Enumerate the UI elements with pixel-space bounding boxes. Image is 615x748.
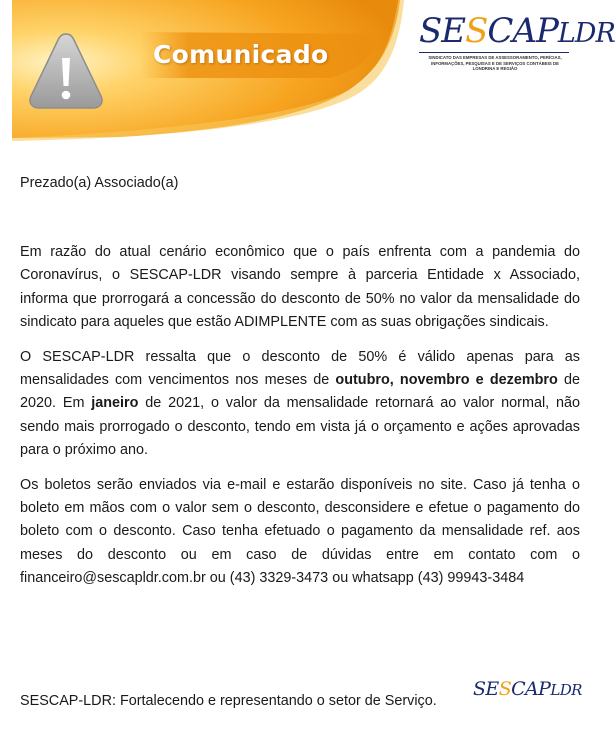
logo-wordmark xyxy=(419,12,615,53)
sescap-logo xyxy=(419,10,615,80)
warning-icon xyxy=(27,30,105,112)
january-month: janeiro xyxy=(91,395,139,412)
footer-logo-se: SE xyxy=(473,678,499,700)
paragraph2-part1: O SESCAP-LDR ressalta que o desconto de 50% é válido apenas para as mensalidades com vencimentos nos meses de xyxy=(20,349,580,389)
paragraph2-part2: de 2020. Em xyxy=(20,372,580,412)
logo-part-cap: CAP xyxy=(487,11,558,51)
footer-logo-s: S xyxy=(498,678,512,700)
paragraph-discount-validity xyxy=(20,346,580,462)
logo-part-s: S xyxy=(465,11,488,51)
paragraph2-part3: de 2021, o valor da mensalidade retornará ao valor normal, não sendo mais prorrogado o desconto, tendo em vista já o orçamento e ações aprovadas para o próximo ano. xyxy=(20,395,580,458)
paragraph-boletos-contact: Os boletos serão enviados via e-mail e estarão disponíveis no site. Caso já tenha o boleto em mãos com o valor sem o desconto, desconsidere e efetue o pagamento do boleto com o desconto. Caso tenha efetuado o pagamento da mensalidade ref. aos meses do desconto ou em caso de dúvidas entre em contato com o financeiro@sescapldr.com.br ou (43) 3329-3473 ou whatsapp (43) 99943-3484 xyxy=(20,477,580,586)
greeting: Prezado(a) Associado(a) xyxy=(20,175,179,191)
letter-body xyxy=(20,172,580,590)
discount-months: outubro, novembro e dezembro xyxy=(335,372,558,389)
logo-divider xyxy=(419,52,569,53)
footer-logo xyxy=(473,678,582,700)
banner-title: Comunicado xyxy=(153,40,329,69)
footer-logo-cap: CAP xyxy=(511,678,551,700)
logo-part-se: SE xyxy=(419,11,466,51)
paragraph-pandemic-discount: Em razão do atual cenário econômico que o país enfrenta com a pandemia do Coronavírus, o SESCAP-LDR visando sempre à parceria Entidade x Associado, informa que prorrogará a concessão do desconto de 50% no valor da mensalidade do sindicato para aqueles que estão ADIMPLENTE com as suas obrigações sindicais. xyxy=(20,244,580,330)
logo-part-ldr: LDR xyxy=(557,18,615,49)
footer-slogan: SESCAP-LDR: Fortalecendo e representando o setor de Serviço. xyxy=(20,693,437,709)
logo-tagline: SINDICATO DAS EMPRESAS DE ASSESSORAMENTO, PERÍCIAS, INFORMAÇÕES, PESQUISAS E DE SERVIÇOS CONTÁBEIS DE LONDRINA E REGIÃO xyxy=(428,55,562,71)
footer-logo-ldr: LDR xyxy=(550,681,582,699)
